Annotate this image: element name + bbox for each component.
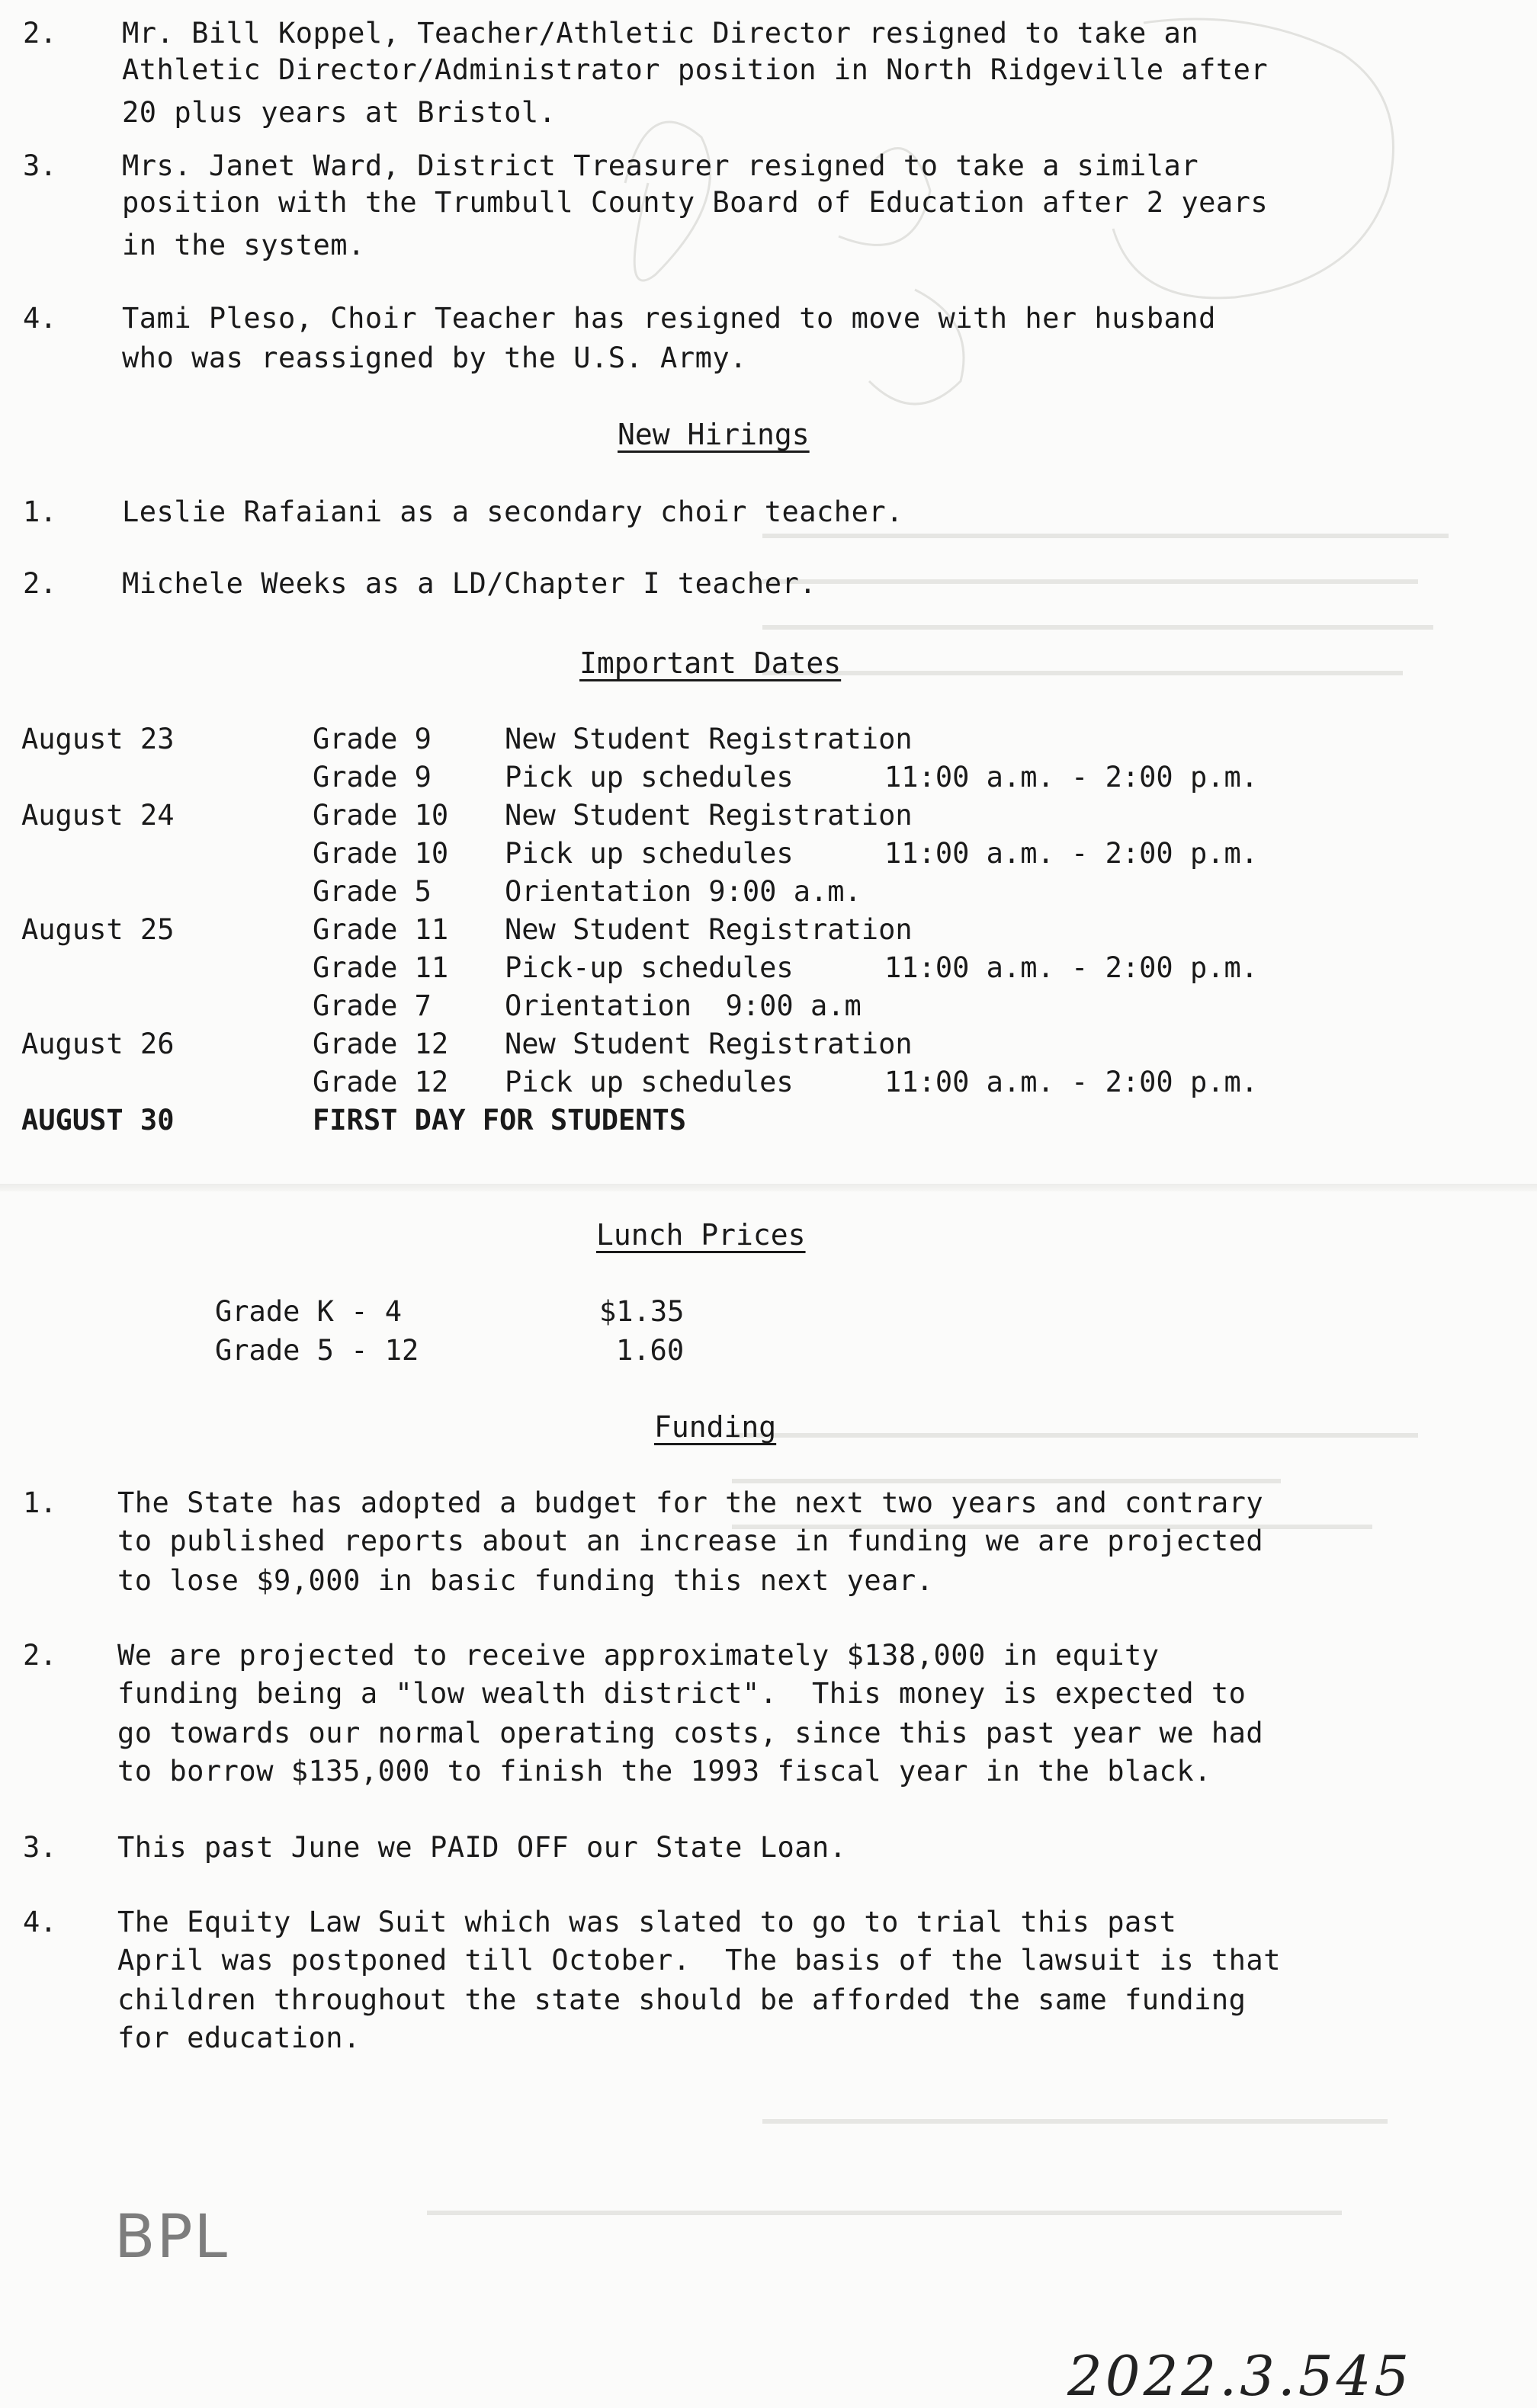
time-cell: 11:00 a.m. - 2:00 p.m. <box>884 761 1259 794</box>
activity-cell: New Student Registration <box>505 723 913 755</box>
table-row <box>21 1025 1470 1063</box>
item-line: funding being a "low wealth district". This money is expected to <box>117 1677 1247 1710</box>
item-number: 1. <box>23 495 57 528</box>
item-number: 3. <box>23 1831 57 1864</box>
item-line: Tami Pleso, Choir Teacher has resigned to move with her husband <box>122 302 1216 335</box>
activity-cell: New Student Registration <box>505 913 913 946</box>
item-number: 2. <box>23 567 57 600</box>
table-row <box>21 949 1470 987</box>
item-line: Athletic Director/Administrator position in North Ridgeville after <box>122 53 1269 86</box>
grade-cell: Grade 10 <box>313 799 449 832</box>
activity-cell: Pick-up schedules <box>505 951 794 984</box>
activity-cell: Pick up schedules <box>505 761 794 794</box>
handwritten-accession-number: 2022.3.545 <box>1067 2344 1413 2408</box>
item-line: We are projected to receive approximately $138,000 in equity <box>117 1639 1160 1672</box>
item-line: This past June we PAID OFF our State Loan. <box>117 1831 847 1864</box>
item-line: to borrow $135,000 to finish the 1993 fiscal year in the black. <box>117 1755 1211 1788</box>
activity-cell: New Student Registration <box>505 1028 913 1060</box>
activity-cell: Pick up schedules <box>505 1066 794 1098</box>
table-row <box>21 911 1470 949</box>
grade-cell: Grade K - 4 <box>215 1295 403 1328</box>
grade-cell: Grade 5 <box>313 875 432 908</box>
time-cell: 11:00 a.m. - 2:00 p.m. <box>884 1066 1259 1098</box>
important-dates-heading: Important Dates <box>579 646 842 680</box>
item-line: children throughout the state should be afforded the same funding <box>117 1983 1247 2016</box>
item-text: Leslie Rafaiani as a secondary choir teacher. <box>122 495 903 528</box>
item-line: to published reports about an increase in funding we are projected <box>117 1525 1264 1557</box>
date-cell: August 26 <box>21 1028 175 1060</box>
table-row <box>21 758 1470 797</box>
item-line: The Equity Law Suit which was slated to go to trial this past <box>117 1906 1177 1938</box>
funding-heading: Funding <box>654 1410 777 1444</box>
grade-cell: Grade 12 <box>313 1066 449 1098</box>
grade-cell: Grade 10 <box>313 837 449 870</box>
item-line: go towards our normal operating costs, since this past year we had <box>117 1717 1264 1749</box>
grade-cell: Grade 5 - 12 <box>215 1334 419 1367</box>
table-row <box>21 797 1470 835</box>
date-cell: August 25 <box>21 913 175 946</box>
activity-cell: New Student Registration <box>505 799 913 832</box>
lunch-prices-heading: Lunch Prices <box>596 1218 806 1252</box>
price-cell: 1.60 <box>616 1334 685 1367</box>
activity-cell: Orientation 9:00 a.m <box>505 989 862 1022</box>
grade-cell: Grade 11 <box>313 951 449 984</box>
date-cell: August 24 <box>21 799 175 832</box>
item-line: The State has adopted a budget for the next two years and contrary <box>117 1486 1264 1519</box>
item-number: 2. <box>23 17 57 50</box>
bpl-watermark: BPL <box>114 2203 229 2272</box>
price-cell: $1.35 <box>599 1295 685 1328</box>
table-row <box>21 720 1470 758</box>
item-line: position with the Trumbull County Board of Education after 2 years <box>122 186 1269 219</box>
paper-fold-line <box>0 1184 1537 1191</box>
activity-cell: Orientation 9:00 a.m. <box>505 875 862 908</box>
time-cell: 11:00 a.m. - 2:00 p.m. <box>884 837 1259 870</box>
item-line: who was reassigned by the U.S. Army. <box>122 341 747 374</box>
grade-cell: Grade 11 <box>313 913 449 946</box>
grade-cell: Grade 12 <box>313 1028 449 1060</box>
item-line: Mrs. Janet Ward, District Treasurer resigned to take a similar <box>122 149 1199 182</box>
item-line: for education. <box>117 2022 361 2054</box>
item-line: Mr. Bill Koppel, Teacher/Athletic Director resigned to take an <box>122 17 1199 50</box>
item-text: Michele Weeks as a LD/Chapter I teacher. <box>122 567 817 600</box>
date-cell: AUGUST 30 <box>21 1104 175 1137</box>
item-line: 20 plus years at Bristol. <box>122 96 557 129</box>
first-day-row <box>21 1101 1470 1140</box>
table-row <box>21 835 1470 873</box>
item-line: April was postponed till October. The basis of the lawsuit is that <box>117 1944 1281 1977</box>
item-line: in the system. <box>122 229 365 261</box>
table-row <box>21 1063 1470 1101</box>
grade-cell: Grade 7 <box>313 989 432 1022</box>
new-hirings-heading: New Hirings <box>618 418 810 451</box>
table-row <box>21 987 1470 1025</box>
grade-cell: Grade 9 <box>313 723 432 755</box>
item-number: 4. <box>23 1906 57 1938</box>
grade-cell: Grade 9 <box>313 761 432 794</box>
item-line: to lose $9,000 in basic funding this next year. <box>117 1564 934 1597</box>
first-day-label: FIRST DAY FOR STUDENTS <box>313 1104 687 1137</box>
date-cell: August 23 <box>21 723 175 755</box>
time-cell: 11:00 a.m. - 2:00 p.m. <box>884 951 1259 984</box>
item-number: 4. <box>23 302 57 335</box>
item-number: 1. <box>23 1486 57 1519</box>
table-row <box>21 873 1470 911</box>
item-number: 3. <box>23 149 57 182</box>
item-number: 2. <box>23 1639 57 1672</box>
activity-cell: Pick up schedules <box>505 837 794 870</box>
